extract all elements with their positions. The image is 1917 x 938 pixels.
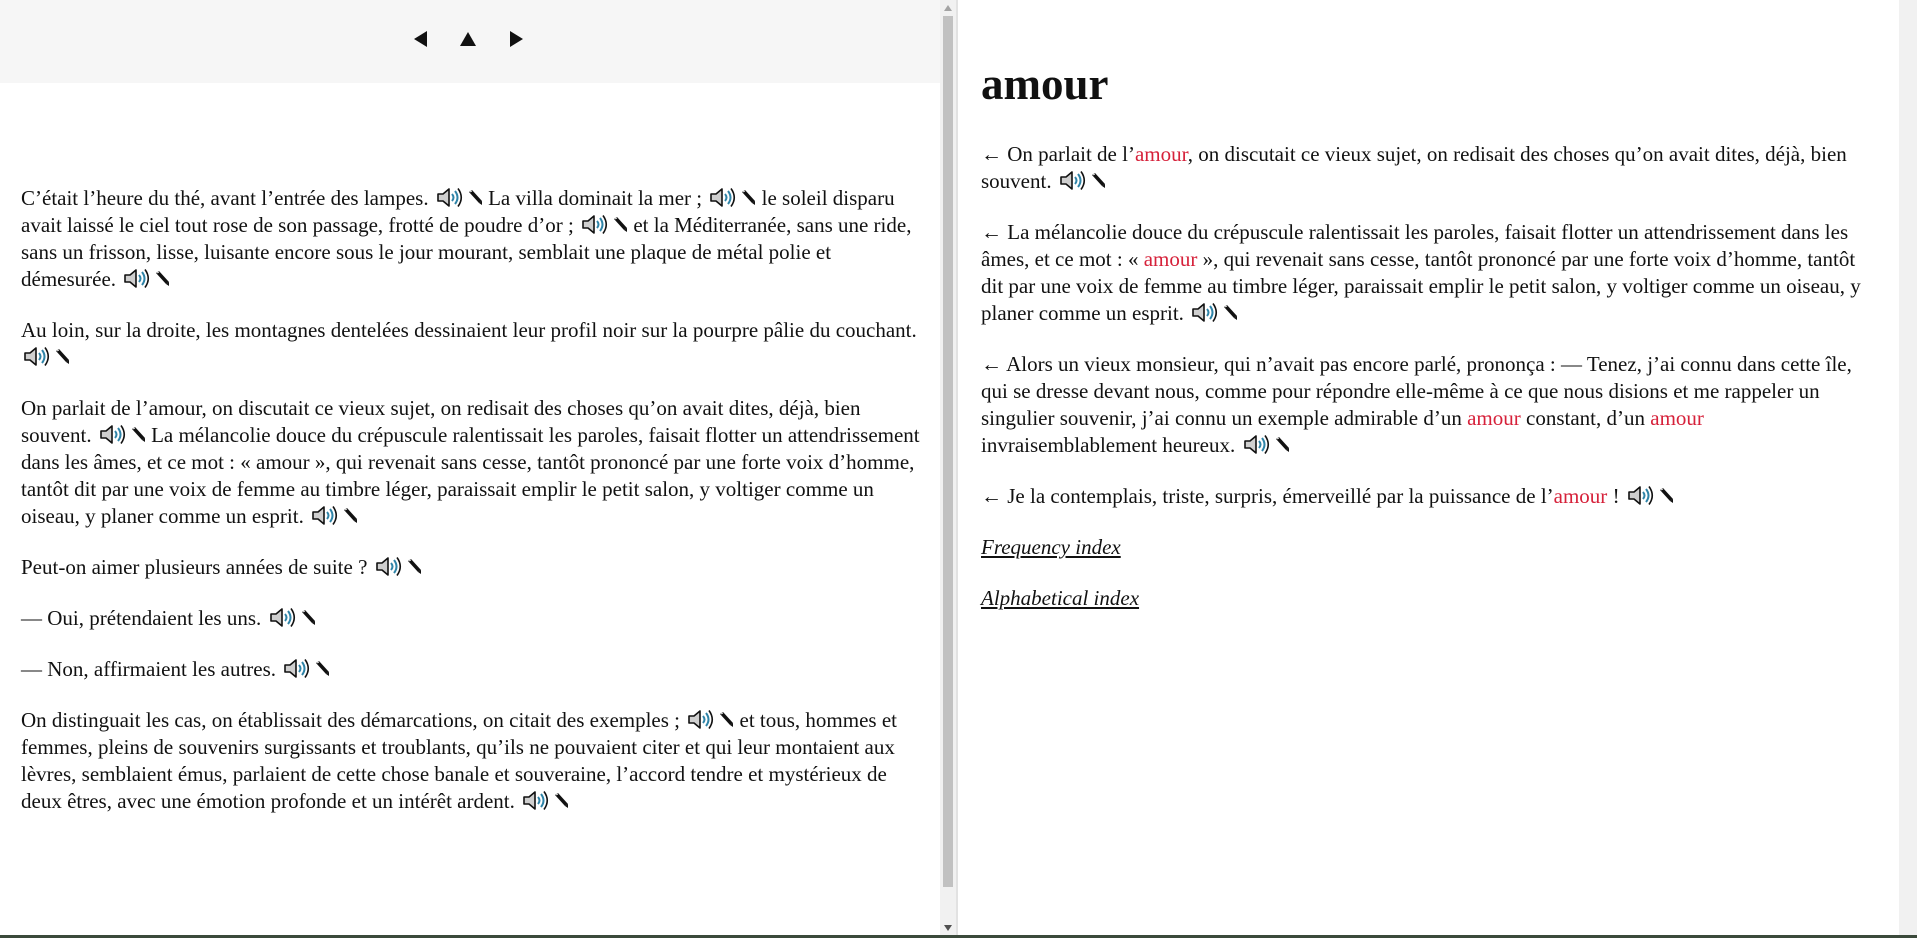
sentence-actions <box>436 186 483 209</box>
sentence: On parlait de l’amour, on discutait ce vieux sujet, on redisait des choses qu’on avait dites, déjà, bien souvent. <box>21 396 861 447</box>
speaker-icon[interactable] <box>1243 433 1270 456</box>
sentence: et la Méditerranée, sans une ride, sans un frisson, lisse, luisante encore sous le jour mourant, semblait une plaque de métal polie et démesurée. <box>21 213 912 291</box>
right-scrollbar[interactable] <box>1899 0 1917 938</box>
alphabetical-index-link[interactable]: Alphabetical index <box>981 586 1140 610</box>
sentence-actions <box>1627 484 1674 507</box>
example-text: ! <box>1607 484 1620 508</box>
sentence-actions <box>1191 301 1238 324</box>
speaker-icon[interactable] <box>709 186 736 209</box>
up-button[interactable] <box>456 27 480 51</box>
pencil-icon[interactable] <box>466 189 483 206</box>
usage-example <box>981 219 1871 327</box>
sentence-actions <box>23 345 70 368</box>
speaker-icon[interactable] <box>23 345 50 368</box>
word-title: amour <box>981 59 1109 109</box>
pencil-icon[interactable] <box>739 189 756 206</box>
highlighted-word: amour <box>1143 247 1198 271</box>
sentence-actions <box>311 504 358 527</box>
scroll-thumb[interactable] <box>943 16 953 887</box>
pencil-icon[interactable] <box>313 660 330 677</box>
sentence-actions <box>123 267 170 290</box>
pencil-icon[interactable] <box>299 609 316 626</box>
pencil-icon[interactable] <box>405 558 422 575</box>
pencil-icon[interactable] <box>1273 436 1290 453</box>
example-text: Alors un vieux monsieur, qui n’avait pas encore parlé, prononça : — Tenez, j’ai connu dans cette île, qui se dresse devant nous, comme pour répondre elle-même à ce que nous disions et me rappeler un singulier souvenir, j’ai connu un exemple admirable d’un <box>981 352 1852 430</box>
sentence: le soleil disparu avait laissé le ciel tout rose de son passage, frotté de poudre d’or ; <box>21 186 895 237</box>
sentence-actions <box>99 423 146 446</box>
triangle-left-icon <box>413 30 429 48</box>
example-text: invraisemblablement heureux. <box>981 433 1236 457</box>
story-paragraph <box>21 395 921 530</box>
highlighted-word: amour <box>1467 406 1521 430</box>
sentence-actions <box>709 186 756 209</box>
highlighted-word: amour <box>1553 484 1608 508</box>
story-paragraph <box>21 707 921 815</box>
sentence-actions <box>283 657 330 680</box>
sentence-actions <box>581 213 628 236</box>
sentence: Peut-on aimer plusieurs années de suite ? <box>21 555 368 579</box>
back-arrow: ← <box>981 484 1002 508</box>
sentence-actions <box>269 606 316 629</box>
navigation-bar <box>0 0 940 83</box>
speaker-icon[interactable] <box>436 186 463 209</box>
sentence: et tous, hommes et femmes, pleins de souvenirs surgissants et troublants, qu’ils ne pouvaient citer et qui leur montaient aux lèvres, semblaient émus, parlaient de cette chose banale et souveraine, l’accord tendre et mystérieux de deux êtres, avec une émotion profonde et un intérêt ardent. <box>21 708 897 813</box>
story-paragraph <box>21 656 921 683</box>
speaker-icon[interactable] <box>1191 301 1218 324</box>
pencil-icon[interactable] <box>129 426 146 443</box>
sentence: On distinguait les cas, on établissait des démarcations, on citait des exemples ; <box>21 708 681 732</box>
frequency-index-link[interactable]: Frequency index <box>981 535 1121 559</box>
triangle-right-icon <box>508 30 524 48</box>
pencil-icon[interactable] <box>1657 487 1674 504</box>
definition-pane <box>958 0 1899 938</box>
sentence-actions <box>522 789 569 812</box>
speaker-icon[interactable] <box>283 657 310 680</box>
story-paragraph <box>21 605 921 632</box>
sentence: C’était l’heure du thé, avant l’entrée des lampes. <box>21 186 429 210</box>
sentence: Au loin, sur la droite, les montagnes dentelées dessinaient leur profil noir sur la pourpre pâlie du couchant. <box>21 318 917 342</box>
left-scrollbar[interactable] <box>940 0 956 938</box>
example-text: La mélancolie douce du crépuscule ralentissait les paroles, faisait flotter un attendrissement dans les âmes, et ce mot : « <box>981 220 1849 271</box>
story-text <box>21 185 921 839</box>
pencil-icon[interactable] <box>717 711 734 728</box>
speaker-icon[interactable] <box>581 213 608 236</box>
speaker-icon[interactable] <box>1627 484 1654 507</box>
pencil-icon[interactable] <box>153 270 170 287</box>
story-paragraph <box>21 554 921 581</box>
pencil-icon[interactable] <box>53 348 70 365</box>
sentence: — Non, affirmaient les autres. <box>21 657 277 681</box>
speaker-icon[interactable] <box>99 423 126 446</box>
example-text: On parlait de l’ <box>1007 142 1135 166</box>
pencil-icon[interactable] <box>552 792 569 809</box>
speaker-icon[interactable] <box>375 555 402 578</box>
speaker-icon[interactable] <box>269 606 296 629</box>
speaker-icon[interactable] <box>522 789 549 812</box>
highlighted-word: amour <box>1134 142 1188 166</box>
triangle-up-icon <box>459 31 477 47</box>
previous-page-button[interactable] <box>409 27 433 51</box>
example-text: », qui revenait sans cesse, tantôt prononcé par une forte voix d’homme, tantôt dit par une voix de femme au timbre léger, paraissait emplir le petit salon, y voltiger comme un oiseau, y planer comme un esprit. <box>981 247 1861 325</box>
next-page-button[interactable] <box>504 27 528 51</box>
pencil-icon[interactable] <box>1089 172 1106 189</box>
scroll-down-arrow[interactable] <box>943 922 953 934</box>
example-text: constant, d’un <box>1520 406 1651 430</box>
sentence: La villa dominait la mer ; <box>488 186 703 210</box>
reader-pane <box>0 0 940 938</box>
pencil-icon[interactable] <box>611 216 628 233</box>
sentence: La mélancolie douce du crépuscule ralentissait les paroles, faisait flotter un attendrissement dans les âmes, et ce mot : « amour », qui revenait sans cesse, tantôt prononcé par une forte voix d’homme, tantôt dit par une voix de femme au timbre léger, paraissait emplir le petit salon, y voltiger comme un oiseau, y planer comme un esprit. <box>21 423 920 528</box>
sentence: — Oui, prétendaient les uns. <box>21 606 262 630</box>
speaker-icon[interactable] <box>687 708 714 731</box>
sentence-actions <box>1243 433 1290 456</box>
word-examples <box>981 141 1871 636</box>
scroll-up-arrow[interactable] <box>943 2 953 14</box>
speaker-icon[interactable] <box>1059 169 1086 192</box>
story-paragraph <box>21 185 921 293</box>
sentence-actions <box>687 708 734 731</box>
highlighted-word: amour <box>1650 406 1704 430</box>
usage-example <box>981 141 1871 195</box>
example-text: , on discutait ce vieux sujet, on redisait des choses qu’on avait dites, déjà, bien souvent. <box>981 142 1847 193</box>
usage-example <box>981 483 1871 510</box>
sentence-actions <box>375 555 422 578</box>
usage-example <box>981 351 1871 459</box>
pencil-icon[interactable] <box>1221 304 1238 321</box>
pencil-icon[interactable] <box>341 507 358 524</box>
speaker-icon[interactable] <box>311 504 338 527</box>
story-paragraph <box>21 317 921 371</box>
sentence-actions <box>1059 169 1106 192</box>
speaker-icon[interactable] <box>123 267 150 290</box>
back-arrow: ← <box>981 220 1002 244</box>
example-text: Je la contemplais, triste, surpris, émerveillé par la puissance de l’ <box>1007 484 1554 508</box>
back-arrow: ← <box>981 142 1002 166</box>
back-arrow: ← <box>981 352 1002 376</box>
